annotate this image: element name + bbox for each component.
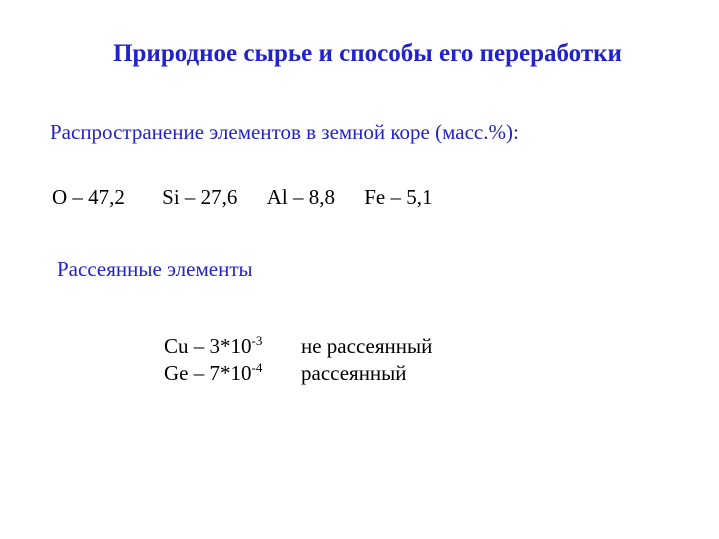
copper-exponent: -3 — [251, 333, 263, 348]
copper-base: Cu – 3*10 — [164, 334, 252, 358]
germanium-exponent: -4 — [251, 360, 263, 375]
germanium-formula — [164, 360, 301, 387]
copper-status: не рассеянный — [301, 334, 433, 358]
scattered-row-germanium — [164, 360, 432, 387]
scattered-list — [164, 333, 432, 387]
abundance-subtitle: Распространение элементов в земной коре (масс.%): — [50, 120, 519, 144]
abundance-silicon: Si – 27,6 — [162, 185, 238, 209]
slide-title: Природное сырье и способы его переработки — [113, 40, 622, 67]
abundance-row — [52, 185, 432, 210]
copper-formula — [164, 333, 301, 360]
abundance-oxygen: O – 47,2 — [52, 185, 125, 209]
germanium-status: рассеянный — [301, 361, 407, 385]
scattered-row-copper — [164, 333, 432, 360]
germanium-base: Ge – 7*10 — [164, 361, 252, 385]
abundance-iron: Fe – 5,1 — [364, 185, 433, 209]
abundance-aluminium: Al – 8,8 — [266, 185, 335, 209]
scattered-heading: Рассеянные элементы — [57, 257, 253, 281]
